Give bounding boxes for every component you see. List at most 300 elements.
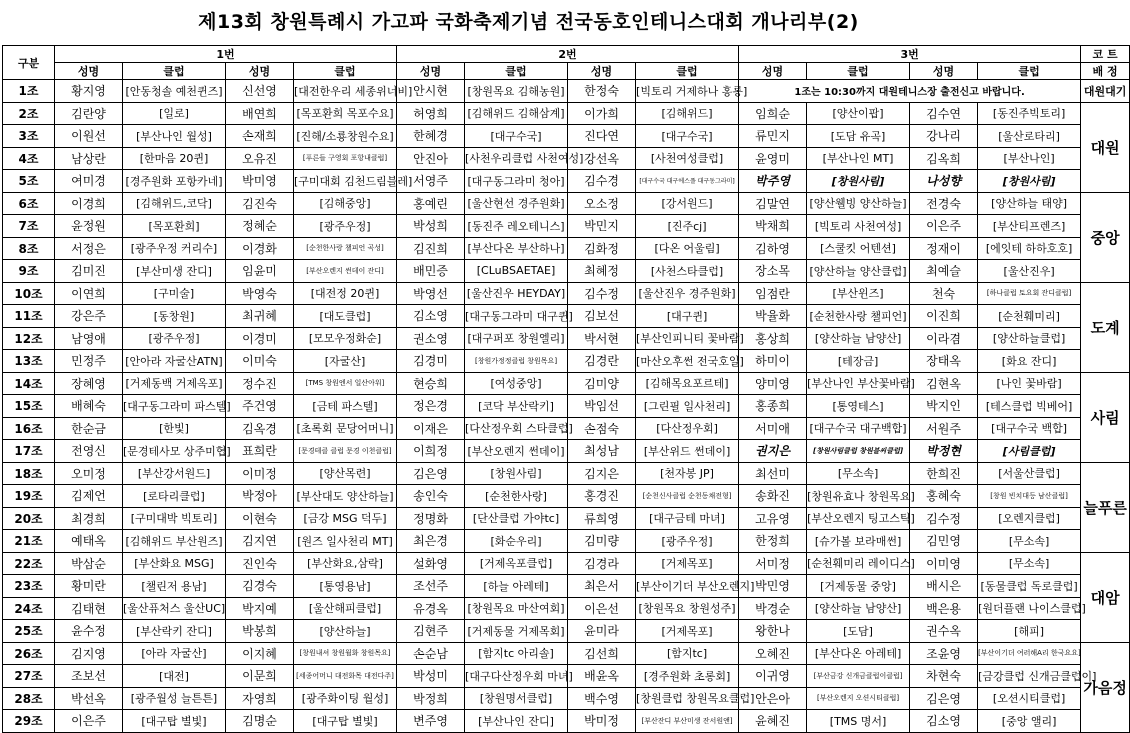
player-club: [창원사림클럽 창원블씨클럽] — [807, 440, 910, 463]
player-name: 박지예 — [226, 597, 294, 620]
player-club: [테장금] — [807, 350, 910, 373]
player-name: 정수진 — [226, 372, 294, 395]
table-row — [3, 462, 1130, 485]
court-assignment: 가음정 — [1081, 642, 1130, 732]
table-row — [3, 260, 1130, 283]
player-name: 이경화 — [226, 237, 294, 260]
player-club: [대구동그라미 파스텔] — [123, 395, 226, 418]
player-name: 손점숙 — [568, 417, 636, 440]
player-club: [거제동물 중앙] — [807, 575, 910, 598]
player-name: 배연희 — [226, 102, 294, 125]
player-club: [대구수국 대구에스플 대구동그라미] — [636, 170, 739, 193]
player-club: [부산다온 아레테] — [807, 642, 910, 665]
court-assignment: 중앙 — [1081, 192, 1130, 282]
player-club: [스쿨킷 어텐션] — [807, 237, 910, 260]
header-club: 클럽 — [978, 63, 1081, 80]
player-name: 이연희 — [55, 282, 123, 305]
player-name: 김경미 — [397, 350, 465, 373]
player-name: 신선영 — [226, 80, 294, 103]
player-name: 장혜영 — [55, 372, 123, 395]
player-club: [양산하늘클럽] — [978, 327, 1081, 350]
table-row — [3, 620, 1130, 643]
player-club: [다온 어울림] — [636, 237, 739, 260]
player-club: [양산하늘 양산클럽] — [807, 260, 910, 283]
player-club: [부산대도 양산하늘] — [294, 485, 397, 508]
player-club: [문경테클 클럽 문경 이천클럽] — [294, 440, 397, 463]
player-name: 한순금 — [55, 417, 123, 440]
player-name: 왕한나 — [739, 620, 807, 643]
table-row — [3, 215, 1130, 238]
player-club: [울산해피클럽] — [294, 597, 397, 620]
table-row — [3, 642, 1130, 665]
player-name: 윤정원 — [55, 215, 123, 238]
player-club: [나인 꽃바람] — [978, 372, 1081, 395]
table-row — [3, 552, 1130, 575]
player-club: [세종어머니 대전화목 대전다주] — [294, 665, 397, 688]
header-court: 코 트 — [1081, 46, 1130, 63]
player-name: 서정은 — [55, 237, 123, 260]
player-club: [대도클럽] — [294, 305, 397, 328]
player-name: 김선희 — [568, 642, 636, 665]
player-name: 이현숙 — [226, 507, 294, 530]
player-club: [대구수국] — [636, 125, 739, 148]
player-name: 권수옥 — [910, 620, 978, 643]
player-name: 배혜숙 — [55, 395, 123, 418]
header-name: 성명 — [739, 63, 807, 80]
player-name: 배윤옥 — [568, 665, 636, 688]
player-name: 박영선 — [397, 282, 465, 305]
player-name: 배시은 — [910, 575, 978, 598]
table-row — [3, 170, 1130, 193]
player-name: 서미애 — [739, 417, 807, 440]
player-club: [김해위드 김해삼계] — [465, 102, 568, 125]
player-club: [중앙 앨리] — [978, 710, 1081, 733]
group-number: 4조 — [3, 147, 55, 170]
group-number: 11조 — [3, 305, 55, 328]
header-club: 클럽 — [465, 63, 568, 80]
player-name: 박영숙 — [226, 282, 294, 305]
player-name: 이라겸 — [910, 327, 978, 350]
player-name: 류민지 — [739, 125, 807, 148]
table-row — [3, 372, 1130, 395]
player-name: 이진희 — [910, 305, 978, 328]
player-name: 강나리 — [910, 125, 978, 148]
player-club: [부산다온 부산하나] — [465, 237, 568, 260]
player-name: 임희순 — [739, 102, 807, 125]
player-name: 백수영 — [568, 687, 636, 710]
player-club: [챌린저 용남] — [123, 575, 226, 598]
table-row — [3, 237, 1130, 260]
player-name: 조윤영 — [910, 642, 978, 665]
player-name: 김화정 — [568, 237, 636, 260]
table-row — [3, 192, 1130, 215]
header-group-2: 2번 — [397, 46, 739, 63]
player-club: [대구동그라미 청아] — [465, 170, 568, 193]
player-club: [원더플랜 나이스클럽] — [978, 597, 1081, 620]
bracket-table — [2, 45, 1130, 733]
player-club: [통영용남] — [294, 575, 397, 598]
player-club: [도담 유곡] — [807, 125, 910, 148]
table-row — [3, 102, 1130, 125]
player-club: [대구탑 별빛] — [123, 710, 226, 733]
player-name: 차현숙 — [910, 665, 978, 688]
group-number: 7조 — [3, 215, 55, 238]
table-row — [3, 417, 1130, 440]
table-row — [3, 597, 1130, 620]
player-name: 김진숙 — [226, 192, 294, 215]
player-club: [구미대박 빅토리] — [123, 507, 226, 530]
group-number: 18조 — [3, 462, 55, 485]
player-club: [코닥 부산락키] — [465, 395, 568, 418]
group-number: 6조 — [3, 192, 55, 215]
player-club: [양산하늘] — [294, 620, 397, 643]
player-club: [창원명서클럽] — [465, 687, 568, 710]
header-name: 성명 — [226, 63, 294, 80]
player-name: 이은주 — [910, 215, 978, 238]
player-name: 박미정 — [568, 710, 636, 733]
player-club: [TMS 창원엔서 일산아워] — [294, 372, 397, 395]
player-name: 강선옥 — [568, 147, 636, 170]
player-club: [목포환희 목포수요] — [294, 102, 397, 125]
player-name: 진다연 — [568, 125, 636, 148]
player-club: [부산나인 MT] — [807, 147, 910, 170]
player-name: 홍혜숙 — [910, 485, 978, 508]
table-row — [3, 305, 1130, 328]
player-name: 박주영 — [739, 170, 807, 193]
player-club: [양산하늘 남양산] — [807, 597, 910, 620]
player-club: [양산웰빙 양산하늘] — [807, 192, 910, 215]
player-name: 김미량 — [568, 530, 636, 553]
player-name: 이은주 — [55, 710, 123, 733]
player-name: 김민영 — [910, 530, 978, 553]
player-name: 설화영 — [397, 552, 465, 575]
player-name: 김하영 — [739, 237, 807, 260]
player-club: [진해/소룡창원수요] — [294, 125, 397, 148]
player-club: [사천스타클럽] — [636, 260, 739, 283]
player-club: [화순우리] — [465, 530, 568, 553]
court-waiting: 대원대기 — [1081, 80, 1130, 103]
player-name: 진인숙 — [226, 552, 294, 575]
player-name: 자영희 — [226, 687, 294, 710]
player-name: 박채희 — [739, 215, 807, 238]
player-club: [대전한우리 세종위너비] — [294, 80, 397, 103]
player-name: 이경희 — [55, 192, 123, 215]
player-club: [진주cj] — [636, 215, 739, 238]
player-club: [광주월성 늘튼튼] — [123, 687, 226, 710]
header-name: 성명 — [910, 63, 978, 80]
player-club: [동물클럽 독로클럽] — [978, 575, 1081, 598]
player-name: 김보선 — [568, 305, 636, 328]
player-club: [순천훼미리 레이디스] — [807, 552, 910, 575]
player-club: [테스클럽 빅베어] — [978, 395, 1081, 418]
player-name: 배민증 — [397, 260, 465, 283]
player-club: [울산진우] — [978, 260, 1081, 283]
player-club: [다산정우회] — [636, 417, 739, 440]
player-club: [경주원화 초롱회] — [636, 665, 739, 688]
player-name: 박성미 — [397, 665, 465, 688]
player-club: [해피] — [978, 620, 1081, 643]
player-name: 박서현 — [568, 327, 636, 350]
table-row — [3, 575, 1130, 598]
player-club: [로타리클럽] — [123, 485, 226, 508]
player-name: 이미숙 — [226, 350, 294, 373]
player-club: [부산화요 MSG] — [123, 552, 226, 575]
player-name: 김란양 — [55, 102, 123, 125]
player-club: [순천한사랑 챌피언] — [807, 305, 910, 328]
player-club: [부산인피니티 꽃바람] — [636, 327, 739, 350]
player-club: [순천신사클럽 순천동채전형] — [636, 485, 739, 508]
player-club: [사천여성클럽] — [636, 147, 739, 170]
player-name: 김지은 — [568, 462, 636, 485]
group-number: 10조 — [3, 282, 55, 305]
player-club: [거제목포] — [636, 620, 739, 643]
player-name: 주건영 — [226, 395, 294, 418]
player-name: 최은서 — [568, 575, 636, 598]
player-name: 김경숙 — [226, 575, 294, 598]
player-name: 김옥희 — [910, 147, 978, 170]
player-name: 안진아 — [397, 147, 465, 170]
group-number: 3조 — [3, 125, 55, 148]
player-name: 나성향 — [910, 170, 978, 193]
player-name: 윤미라 — [568, 620, 636, 643]
player-name: 박경순 — [739, 597, 807, 620]
group-number: 17조 — [3, 440, 55, 463]
player-name: 홍예린 — [397, 192, 465, 215]
group-number: 25조 — [3, 620, 55, 643]
player-name: 강은주 — [55, 305, 123, 328]
player-name: 이은선 — [568, 597, 636, 620]
player-club: [울산진우 경주원화] — [636, 282, 739, 305]
player-name: 이미영 — [910, 552, 978, 575]
player-club: [무소속] — [978, 552, 1081, 575]
player-club: [부산잔디 부산미생 잔서원앤] — [636, 710, 739, 733]
player-name: 조선주 — [397, 575, 465, 598]
player-name: 한혜경 — [397, 125, 465, 148]
player-name: 박정아 — [226, 485, 294, 508]
player-club: [오렌지클럽] — [978, 507, 1081, 530]
player-club: [슈가볼 보라매썬] — [807, 530, 910, 553]
player-club: [대구퀸] — [636, 305, 739, 328]
header-name: 성명 — [55, 63, 123, 80]
player-club: [광주우정] — [636, 530, 739, 553]
player-club: [부산오렌지 팅고스틱] — [807, 507, 910, 530]
player-name: 김은영 — [397, 462, 465, 485]
header-group-1: 1번 — [55, 46, 397, 63]
player-club: [화요 잔디] — [978, 350, 1081, 373]
player-name: 오혜진 — [739, 642, 807, 665]
player-club: [창원목요 창원성주] — [636, 597, 739, 620]
player-club: [창원목요 김해농원] — [465, 80, 568, 103]
player-club: [모모우정화순] — [294, 327, 397, 350]
player-club: [부산강서원드] — [123, 462, 226, 485]
header-group-3: 3번 — [739, 46, 1081, 63]
player-name: 이가희 — [568, 102, 636, 125]
player-club: [동진주빅토리] — [978, 102, 1081, 125]
player-name: 이미정 — [226, 462, 294, 485]
player-club: [양산하늘 태양] — [978, 192, 1081, 215]
player-name: 임점란 — [739, 282, 807, 305]
court-assignment: 늘푸른 — [1081, 462, 1130, 552]
player-name: 최성남 — [568, 440, 636, 463]
player-club: [금테 파스텔] — [294, 395, 397, 418]
player-club: [동진주 레오테니스] — [465, 215, 568, 238]
player-club: [부산미생 잔디] — [123, 260, 226, 283]
player-name: 김진희 — [397, 237, 465, 260]
player-club: [대전] — [123, 665, 226, 688]
player-club: [양산하늘 남양산] — [807, 327, 910, 350]
player-name: 최은경 — [397, 530, 465, 553]
court-assignment: 도계 — [1081, 282, 1130, 372]
group-number: 29조 — [3, 710, 55, 733]
player-name: 천숙 — [910, 282, 978, 305]
table-row — [3, 327, 1130, 350]
table-row — [3, 125, 1130, 148]
player-club: [부산나인 월성] — [123, 125, 226, 148]
player-club: [대구동그라미 대구퀸] — [465, 305, 568, 328]
header-name: 성명 — [568, 63, 636, 80]
player-club: [부산나인 잔디] — [465, 710, 568, 733]
player-name: 오소정 — [568, 192, 636, 215]
player-club: [대구금테 마녀] — [636, 507, 739, 530]
player-club: [아라 자굴산] — [123, 642, 226, 665]
player-name: 고유영 — [739, 507, 807, 530]
player-club: [부산금강 신개금클럽이클럽] — [807, 665, 910, 688]
player-name: 김경란 — [568, 350, 636, 373]
player-name: 김지연 — [226, 530, 294, 553]
group-number: 22조 — [3, 552, 55, 575]
player-club: [창원사림] — [807, 170, 910, 193]
player-name: 서미정 — [739, 552, 807, 575]
player-name: 김수정 — [910, 507, 978, 530]
player-name: 김제언 — [55, 485, 123, 508]
player-club: [구미술] — [123, 282, 226, 305]
table-row — [3, 665, 1130, 688]
player-name: 이지혜 — [226, 642, 294, 665]
player-name: 최선미 — [739, 462, 807, 485]
player-name: 김수경 — [568, 170, 636, 193]
player-club: [단산클럽 가야tc] — [465, 507, 568, 530]
player-club: [김해위드,코닥] — [123, 192, 226, 215]
player-name: 박미영 — [226, 170, 294, 193]
player-club: [푸른들 구영회 포항내클럽] — [294, 147, 397, 170]
player-club: [오션시티클럽] — [978, 687, 1081, 710]
player-club: [울산현선 경주원화] — [465, 192, 568, 215]
player-name: 이희정 — [397, 440, 465, 463]
group-number: 16조 — [3, 417, 55, 440]
player-club: [강서원드] — [636, 192, 739, 215]
player-name: 이경미 — [226, 327, 294, 350]
header-club: 클럽 — [123, 63, 226, 80]
header-club: 클럽 — [636, 63, 739, 80]
player-name: 윤영미 — [739, 147, 807, 170]
header-club: 클럽 — [294, 63, 397, 80]
player-name: 하미이 — [739, 350, 807, 373]
player-club: [부산나인] — [978, 147, 1081, 170]
player-name: 안은아 — [739, 687, 807, 710]
player-club: [일로] — [123, 102, 226, 125]
player-name: 권지은 — [739, 440, 807, 463]
player-club: [부산이기더 부산오렌지] — [636, 575, 739, 598]
bracket-body — [3, 80, 1130, 733]
player-club: [부산나인 부산꽃바람] — [807, 372, 910, 395]
player-name: 허영희 — [397, 102, 465, 125]
player-name: 박정현 — [910, 440, 978, 463]
court-assignment: 사림 — [1081, 372, 1130, 462]
player-name: 장태옥 — [910, 350, 978, 373]
player-name: 김말연 — [739, 192, 807, 215]
player-name: 한정숙 — [568, 80, 636, 103]
player-club: [통영테스] — [807, 395, 910, 418]
player-club: [광주우정] — [294, 215, 397, 238]
player-club: [안아라 자굴산ATN] — [123, 350, 226, 373]
player-club: [창원목요 마산여회] — [465, 597, 568, 620]
group-number: 8조 — [3, 237, 55, 260]
player-name: 김은영 — [910, 687, 978, 710]
player-name: 송화진 — [739, 485, 807, 508]
court-assignment: 대암 — [1081, 552, 1130, 642]
player-name: 여미경 — [55, 170, 123, 193]
player-name: 김소영 — [397, 305, 465, 328]
group-number: 5조 — [3, 170, 55, 193]
player-name: 홍경진 — [568, 485, 636, 508]
player-name: 홍상희 — [739, 327, 807, 350]
player-name: 박임선 — [568, 395, 636, 418]
group-number: 19조 — [3, 485, 55, 508]
player-name: 손순남 — [397, 642, 465, 665]
player-club: [빅토리 사천여성] — [807, 215, 910, 238]
player-name: 박봉희 — [226, 620, 294, 643]
player-club: [문경테사모 상주미협] — [123, 440, 226, 463]
player-club: [김해위드 부산원즈] — [123, 530, 226, 553]
player-club: [목포환희] — [123, 215, 226, 238]
player-club: [경주원화 포항카네] — [123, 170, 226, 193]
player-name: 황지영 — [55, 80, 123, 103]
player-club: [창원가정정클럽 창원목요] — [465, 350, 568, 373]
group-number: 23조 — [3, 575, 55, 598]
player-name: 권소영 — [397, 327, 465, 350]
group-number: 12조 — [3, 327, 55, 350]
player-name: 송인숙 — [397, 485, 465, 508]
player-club: [부산화요,삼락] — [294, 552, 397, 575]
player-club: [대구다산정우회 마녀] — [465, 665, 568, 688]
player-name: 김현주 — [397, 620, 465, 643]
player-name: 정혜순 — [226, 215, 294, 238]
player-club: [거제목포] — [636, 552, 739, 575]
player-name: 양미영 — [739, 372, 807, 395]
player-club: [대구탑 별빛] — [294, 710, 397, 733]
player-name: 이원선 — [55, 125, 123, 148]
player-name: 류희영 — [568, 507, 636, 530]
player-name: 안시현 — [397, 80, 465, 103]
player-club: [양산목련] — [294, 462, 397, 485]
player-club: [서울산클럽] — [978, 462, 1081, 485]
player-name: 최예슬 — [910, 260, 978, 283]
player-name: 박삼순 — [55, 552, 123, 575]
player-club: [대구수국 대구백합] — [807, 417, 910, 440]
player-name: 박성희 — [397, 215, 465, 238]
player-club: [안동청솔 예천퀸즈] — [123, 80, 226, 103]
group-number: 20조 — [3, 507, 55, 530]
player-club: [대구퍼포 창원엘리] — [465, 327, 568, 350]
player-club: [CLuBSAETAE] — [465, 260, 568, 283]
player-name: 백은용 — [910, 597, 978, 620]
group-number: 21조 — [3, 530, 55, 553]
table-row — [3, 282, 1130, 305]
group-number: 27조 — [3, 665, 55, 688]
player-club: [창원클럽 창원목요클럽] — [636, 687, 739, 710]
player-name: 최귀혜 — [226, 305, 294, 328]
player-club: [부산오렌지 오션시티클럽] — [807, 687, 910, 710]
